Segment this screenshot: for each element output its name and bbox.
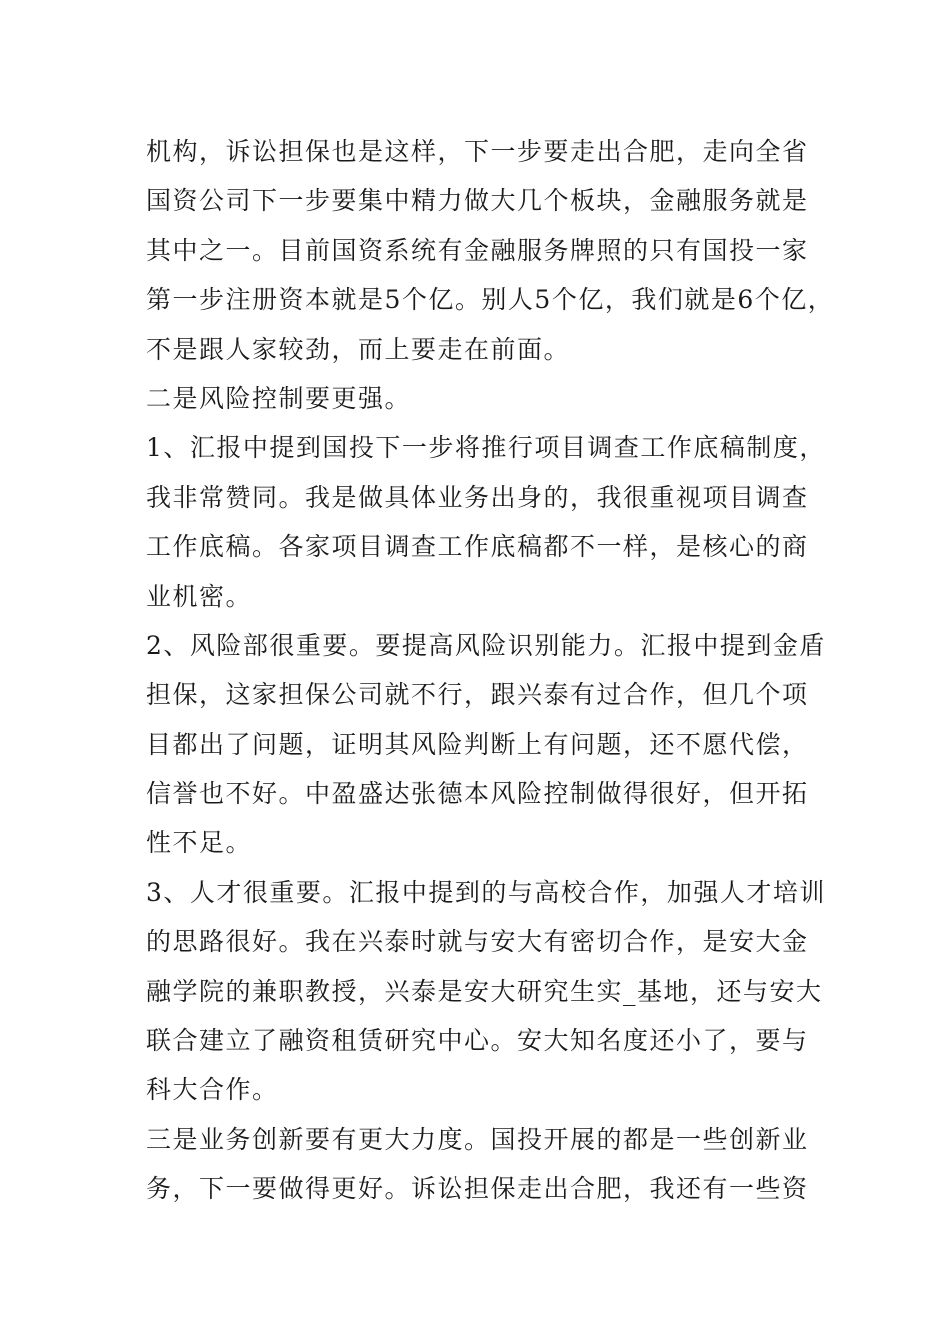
text-line: 国资公司下一步要集中精力做大几个板块，金融服务就是 <box>146 186 809 216</box>
text-line: 目都出了问题，证明其风险判断上有问题，还不愿代偿， <box>146 729 809 759</box>
text-line: 工作底稿。各家项目调查工作底稿都不一样，是核心的商 <box>146 532 809 562</box>
text-line: 2、风险部很重要。要提高风险识别能力。汇报中提到金盾 <box>146 630 826 660</box>
text-line: 科大合作。 <box>146 1075 279 1105</box>
text-line: 担保，这家担保公司就不行，跟兴泰有过合作，但几个项 <box>146 680 809 710</box>
text-line: 我非常赞同。我是做具体业务出身的，我很重视项目调查 <box>146 482 809 512</box>
text-line: 的思路很好。我在兴泰时就与安大有密切合作，是安大金 <box>146 927 809 957</box>
text-line: 机构，诉讼担保也是这样，下一步要走出合肥，走向全省 <box>146 137 809 166</box>
text-line: 业机密。 <box>146 581 253 611</box>
text-line: 3、人才很重要。汇报中提到的与高校合作，加强人才培训 <box>146 877 826 907</box>
text-line: 不是跟人家较劲，而上要走在前面。 <box>146 334 571 364</box>
text-line: 务，下一要做得更好。诉讼担保走出合肥，我还有一些资 <box>146 1174 809 1204</box>
text-line: 1、汇报中提到国投下一步将推行项目调查工作底稿制度， <box>146 433 826 463</box>
section-heading: 二是风险控制要更强。 <box>146 383 412 413</box>
text-line: 其中之一。目前国资系统有金融服务牌照的只有国投一家 <box>146 235 809 265</box>
text-line: 信誉也不好。中盈盛达张德本风险控制做得很好，但开拓 <box>146 779 809 809</box>
text-line: 第一步注册资本就是5个亿。别人5个亿，我们就是6个亿， <box>146 285 835 315</box>
text-line: 性不足。 <box>146 828 253 858</box>
section-heading: 三是业务创新要有更大力度。国投开展的都是一些创新业 <box>146 1124 809 1154</box>
text-line: 联合建立了融资租赁研究中心。安大知名度还小了，要与 <box>146 1026 809 1056</box>
text-line: 融学院的兼职教授，兴泰是安大研究生实_基地，还与安大 <box>146 976 823 1006</box>
document-body <box>146 127 846 1214</box>
